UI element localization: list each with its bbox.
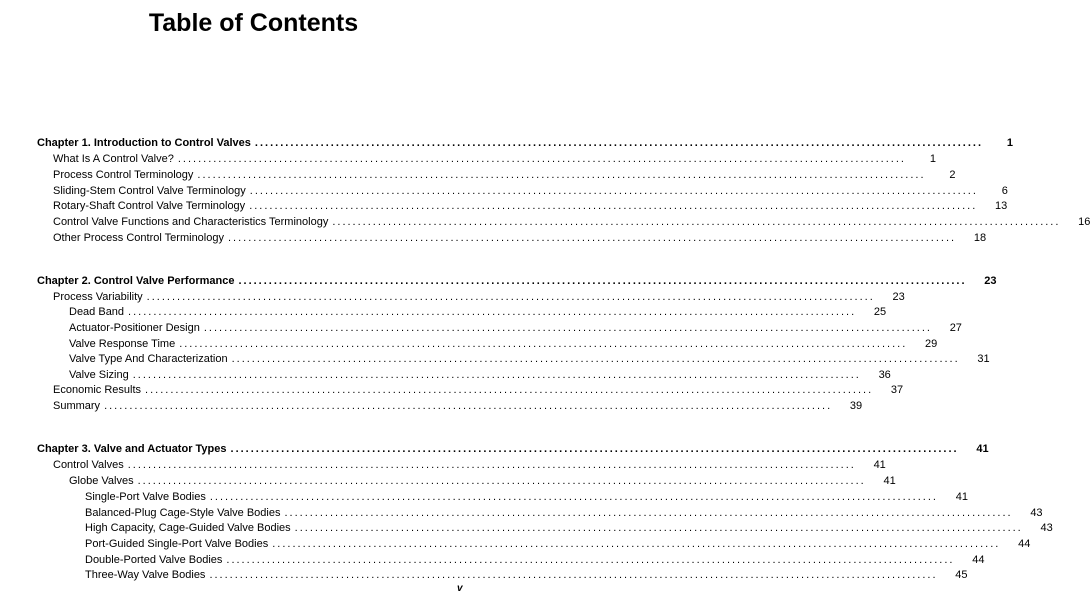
toc-entry[interactable]: [53, 399, 863, 413]
chapter-title: Chapter 1. Introduction to Control Valves: [37, 137, 251, 149]
dot-leader: ................................................................................................................................................: [238, 275, 967, 287]
entry-title: Single-Port Valve Bodies: [85, 491, 206, 503]
toc-entry[interactable]: [53, 215, 1090, 229]
dot-leader: ................................................................................................................................................: [145, 384, 874, 396]
page-number: 27: [949, 322, 962, 334]
entry-title: High Capacity, Cage-Guided Valve Bodies: [85, 522, 291, 534]
toc-entry[interactable]: [85, 490, 968, 504]
page-number: 6: [1001, 185, 1008, 197]
page-number: 18: [973, 232, 987, 244]
chapter-title: Chapter 2. Control Valve Performance: [37, 275, 235, 287]
entry-title: Summary: [53, 400, 101, 412]
dot-leader: ................................................................................................................................................: [227, 232, 957, 244]
entry-title: What Is A Control Valve?: [53, 153, 174, 165]
page-title: Table of Contents: [148, 9, 359, 37]
page-number: 25: [873, 306, 887, 318]
entry-title: Process Control Terminology: [53, 169, 194, 181]
page-number: 45: [955, 569, 968, 581]
entry-title: Control Valves: [53, 459, 124, 471]
toc-entry[interactable]: [53, 184, 1008, 198]
dot-leader: ................................................................................................................................................: [231, 353, 960, 365]
dot-leader: ................................................................................................................................................: [294, 522, 1023, 534]
page-number: 44: [1018, 538, 1031, 550]
entry-title: Double-Ported Valve Bodies: [85, 554, 223, 566]
entry-title: Other Process Control Terminology: [53, 232, 224, 244]
page-number: 2: [949, 169, 956, 181]
toc-entry[interactable]: [53, 199, 1008, 213]
toc-entry[interactable]: [85, 568, 968, 582]
page-number: 41: [873, 459, 886, 471]
dot-leader: ................................................................................................................................................: [249, 185, 978, 197]
page-number: 44: [972, 554, 985, 566]
page-folio: v: [457, 583, 463, 594]
page-number: 36: [878, 369, 891, 381]
toc-entry[interactable]: [85, 553, 985, 567]
entry-title: Port-Guided Single-Port Valve Bodies: [85, 538, 269, 550]
page-number: 23: [984, 275, 997, 287]
page-number: 31: [977, 353, 990, 365]
dot-leader: ................................................................................................................................................: [146, 291, 875, 303]
dot-leader: ................................................................................................................................................: [128, 306, 857, 318]
page-number: 43: [1030, 507, 1043, 519]
dot-leader: ................................................................................................................................................: [179, 338, 908, 350]
entry-title: Valve Response Time: [69, 338, 176, 350]
dot-leader: ................................................................................................................................................: [249, 200, 978, 212]
dot-leader: ................................................................................................................................................: [137, 475, 866, 487]
dot-leader: ................................................................................................................................................: [230, 443, 959, 455]
dot-leader: ................................................................................................................................................: [284, 507, 1013, 519]
chapter-row[interactable]: [37, 136, 1014, 150]
entry-title: Process Variability: [53, 291, 143, 303]
dot-leader: ................................................................................................................................................: [226, 554, 955, 566]
dot-leader: ................................................................................................................................................: [203, 322, 932, 334]
chapter-title: Chapter 3. Valve and Actuator Types: [37, 443, 227, 455]
page-number: 39: [849, 400, 863, 412]
dot-leader: ................................................................................................................................................: [209, 569, 938, 581]
toc-entry[interactable]: [53, 152, 936, 166]
entry-title: Dead Band: [69, 306, 125, 318]
toc-entry[interactable]: [69, 321, 962, 335]
entry-title: Valve Type And Characterization: [69, 353, 228, 365]
entry-title: Control Valve Functions and Characteristics Terminology: [53, 216, 329, 228]
toc-entry[interactable]: [69, 352, 990, 366]
toc-entry[interactable]: [69, 305, 887, 319]
toc-entry[interactable]: [85, 537, 1031, 551]
page-number: 1: [1006, 137, 1014, 149]
page-number: 43: [1040, 522, 1053, 534]
toc-entry[interactable]: [53, 231, 987, 245]
page-number: 41: [976, 443, 989, 455]
toc-entry[interactable]: [69, 368, 891, 382]
toc-entry[interactable]: [69, 337, 938, 351]
page-number: 1: [929, 153, 936, 165]
dot-leader: ................................................................................................................................................: [104, 400, 833, 412]
toc-entry[interactable]: [85, 506, 1043, 520]
toc-entry[interactable]: [53, 383, 904, 397]
page-number: 23: [892, 291, 905, 303]
entry-title: Rotary-Shaft Control Valve Terminology: [53, 200, 246, 212]
dot-leader: ................................................................................................................................................: [177, 153, 906, 165]
dot-leader: ................................................................................................................................................: [209, 491, 938, 503]
entry-title: Sliding-Stem Control Valve Terminology: [53, 185, 246, 197]
chapter-row[interactable]: [37, 442, 989, 456]
toc-entry[interactable]: [53, 168, 956, 182]
entry-title: Three-Way Valve Bodies: [85, 569, 206, 581]
page-number: 37: [890, 384, 904, 396]
toc-entry[interactable]: [69, 474, 896, 488]
page-number: 13: [995, 200, 1008, 212]
dot-leader: ................................................................................................................................................: [132, 369, 861, 381]
entry-title: Valve Sizing: [69, 369, 129, 381]
entry-title: Balanced-Plug Cage-Style Valve Bodies: [85, 507, 281, 519]
chapter-row[interactable]: [37, 274, 997, 288]
page-number: 41: [883, 475, 896, 487]
entry-title: Globe Valves: [69, 475, 134, 487]
dot-leader: ................................................................................................................................................: [197, 169, 926, 181]
page-number: 41: [955, 491, 968, 503]
dot-leader: ................................................................................................................................................: [272, 538, 1001, 550]
dot-leader: ................................................................................................................................................: [332, 216, 1061, 228]
page-number: 29: [925, 338, 938, 350]
entry-title: Economic Results: [53, 384, 142, 396]
dot-leader: ................................................................................................................................................: [127, 459, 856, 471]
toc-entry[interactable]: [53, 290, 905, 304]
page-number: 16: [1078, 216, 1090, 228]
toc-entry[interactable]: [53, 458, 886, 472]
dot-leader: ................................................................................................................................................: [254, 137, 984, 149]
entry-title: Actuator-Positioner Design: [69, 322, 200, 334]
toc-entry[interactable]: [85, 521, 1053, 535]
